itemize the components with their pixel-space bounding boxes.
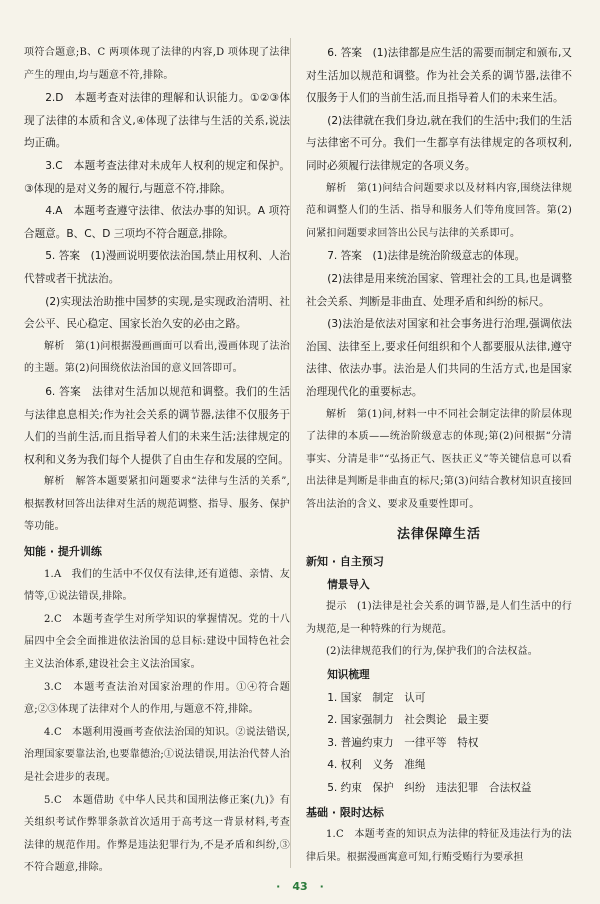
page-number: · 43 · [0, 880, 600, 893]
paragraph: 解析 第(1)问结合问题要求以及材料内容,围绕法律规范和调整人们的生活、指导和服务人们等角度回答。第(2)问紧扣问题要求回答出公民与法律的关系即可。 [306, 182, 572, 239]
paragraph: 5. 答案 (1)漫画说明要依法治国,禁止用权利、人治代替或者干扰法治。 [24, 250, 290, 285]
list-item: 3. 普遍约束力 一律平等 特权 [327, 736, 479, 749]
paragraph: 4.A 本题考查遵守法律、依法办事的知识。A 项符合题意。B、C、D 三项均不符合题意,排除。 [24, 205, 290, 240]
paragraph: 2.D 本题考查对法律的理解和认识能力。①②③体现了法律的本质和含义,④体现了法律与生活的关系,说法均正确。 [24, 92, 290, 150]
paragraph: 项符合题意;B、C 两项体现了法律的内容,D 项体现了法律产生的理由,均与题意不符,排除。 [24, 47, 290, 81]
paragraph: 提示 (1)法律是社会关系的调节器,是人们生活中的行为规范,是一种特殊的行为规范。 [306, 601, 572, 635]
paragraph: 6. 答案 (1)法律都是应生活的需要而制定和颁布,又对生活加以规范和调整。作为社会关系的调节器,法律不仅服务于人们的当前生活,而且指导着人们的未来生活。 [306, 47, 572, 105]
dot-right-icon: · [319, 880, 324, 893]
column-divider [290, 38, 291, 868]
left-column [24, 42, 290, 880]
paragraph: (2)法律是用来统治国家、管理社会的工具,也是调整社会关系、判断是非曲直、处理矛盾和纠纷的标尺。 [306, 272, 572, 308]
paragraph: (2)法律规范我们的行为,保护我们的合法权益。 [326, 646, 538, 658]
paragraph: 解析 解答本题要紧扣问题要求“法律与生活的关系”,根据教材回答出法律对生活的规范调整、指导、服务、保护等功能。 [24, 476, 290, 533]
section-heading: 知能 · 提升训练 [24, 545, 102, 559]
paragraph: 1.C 本题考查的知识点为法律的特征及违法行为的法律后果。根据漫画寓意可知,行贿受贿行为要承担 [306, 829, 572, 863]
paragraph: 3.C 本题考查法治对国家治理的作用。①④符合题意;②③体现了法律对个人的作用,与题意不符,排除。 [24, 681, 290, 716]
right-column [306, 42, 572, 869]
paragraph: 解析 第(1)问根据漫画画面可以看出,漫画体现了法治的主题。第(2)问围绕依法治国的意义回答即可。 [24, 340, 290, 375]
dot-left-icon: · [276, 880, 281, 893]
subheading: 知识梳理 [327, 669, 370, 682]
paragraph: 2.C 本题考查学生对所学知识的掌握情况。党的十八届四中全会全面推进依法治国的总目标:建设中国特色社会主义法治体系,建设社会主义法治国家。 [24, 613, 290, 671]
subheading: 情景导入 [327, 578, 370, 591]
list-item: 2. 国家强制力 社会舆论 最主要 [327, 714, 489, 727]
list-item: 4. 权利 义务 准绳 [327, 759, 426, 772]
list-item: 1. 国家 制定 认可 [327, 691, 426, 704]
paragraph: 3.C 本题考查法律对未成年人权利的规定和保护。③体现的是对义务的履行,与题意不符,排除。 [24, 159, 290, 195]
paragraph: 6. 答案 法律对生活加以规范和调整。我们的生活与法律息息相关;作为社会关系的调节器,法律不仅服务于人们的当前生活,而且指导着人们的未来生活;法律规定的权利和义务为我们每个人提供了自由生存和发展的空间。 [24, 385, 290, 466]
paragraph: 解析 第(1)问,材料一中不同社会制定法律的阶层体现了法律的本质——统治阶级意志的体现;第(2)问根据“分清事实、分清是非”“弘扬正气、医扶正义”等关键信息可以看出法律是判断是非曲直的标尺;第(3)问结合教材知识直接回答出法治的含义、要求及重要性即可。 [306, 408, 572, 510]
section-heading: 新知 · 自主预习 [306, 555, 384, 569]
paragraph: (2)实现法治助推中国梦的实现,是实现政治清明、社会公平、民心稳定、国家长治久安的必由之路。 [24, 295, 290, 331]
paragraph: 1.A 我们的生活中不仅仅有法律,还有道德、亲情、友情等,①说法错误,排除。 [24, 568, 290, 603]
list-item: 5. 约束 保护 纠纷 违法犯罪 合法权益 [327, 782, 532, 794]
paragraph: 4.C 本题利用漫画考查依法治国的知识。②说法错误,治理国家要靠法治,也要靠德治;①说法错误,用法治代替人治是社会进步的表现。 [24, 726, 290, 783]
section-heading: 基础 · 限时达标 [306, 805, 384, 819]
paragraph: 5.C 本题借助《中华人民共和国刑法修正案(九)》有关组织考试作弊罪条款首次适用于高考这一背景材料,考查法律的规范作用。作弊是违法犯罪行为,不是矛盾和纠纷,③不符合题意,排除。 [24, 794, 290, 874]
paragraph: 7. 答案 (1)法律是统治阶级意志的体现。 [327, 250, 526, 263]
paragraph: (3)法治是依法对国家和社会事务进行治理,强调依法治国、法律至上,要求任何组织和个人都要服从法律,遵守法律、依法办事。法治是人们共同的生活方式,也是国家治理现代化的重要标志。 [306, 318, 572, 398]
chapter-title: 法律保障生活 [396, 527, 481, 543]
paragraph: (2)法律就在我们身边,就在我们的生活中;我们的生活与法律密不可分。我们一生都享有法律规定的各项权利,同时必须履行法律规定的各项义务。 [306, 114, 572, 172]
